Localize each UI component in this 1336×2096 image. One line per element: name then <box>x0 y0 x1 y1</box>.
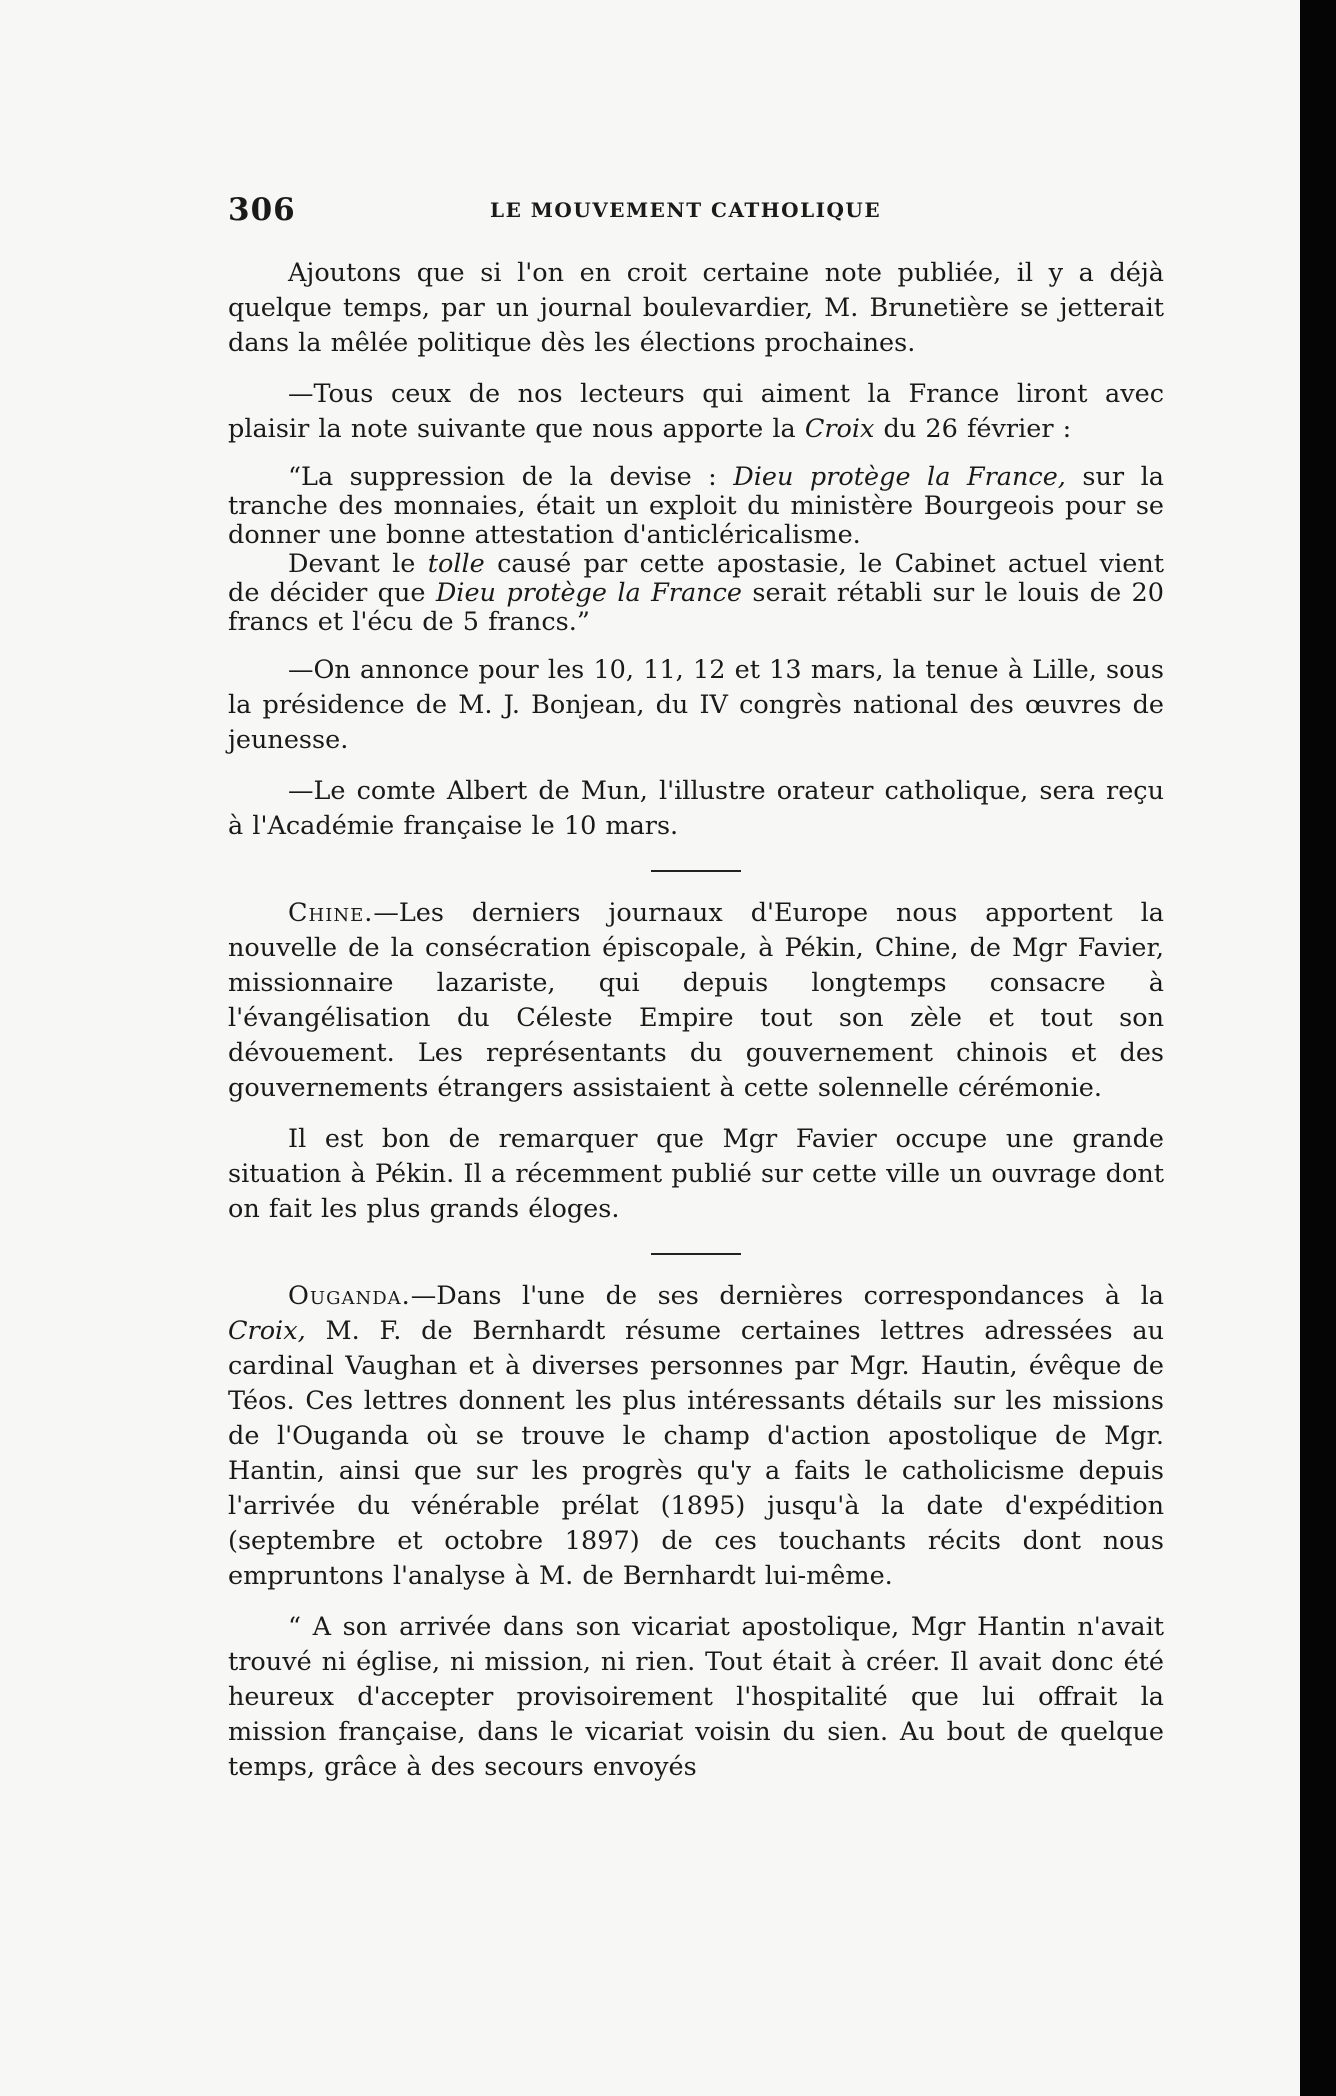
paragraph-quote-tolle <box>228 550 1164 637</box>
page-body <box>228 256 1164 1785</box>
page-number: 306 <box>228 192 296 228</box>
paragraph-chine <box>228 896 1164 1106</box>
paragraph-croix-note <box>228 377 1164 447</box>
paragraph-hantin-quote: “ A son arrivée dans son vicariat apostolique, Mgr Hantin n'avait trouvé ni église, ni mission, ni rien. Tout était à créer. Il avait donc été heureux d'accepter provisoirement l'hospitalité que lui offrait la mission française, dans le vicariat voisin du sien. Au bout de quelque temps, grâce à des secours envoyés <box>228 1612 1164 1782</box>
text-run: M. F. de Bernhardt résume certaines lettres adressées au cardinal Vaughan et à diverses personnes par Mgr. Hautin, évêque de Téos. Ces lettres donnent les plus intéressants détails sur les missions de l'Ouganda où se trouve le champ d'action apostolique de Mgr. Hantin, ainsi que sur les progrès qu'y a faits le catholicisme depuis l'arrivée du vénérable prélat (1895) jusqu'à la date d'expédition (septembre et octobre 1897) de ces touchants récits dont nous empruntons l'analyse à M. de Bernhardt lui-même. <box>228 1316 1164 1591</box>
section-lead: Ouganda. <box>288 1281 411 1311</box>
paragraph-ouganda <box>228 1279 1164 1594</box>
paragraph-de-mun: —Le comte Albert de Mun, l'illustre orateur catholique, sera reçu à l'Académie française le 10 mars. <box>228 776 1164 841</box>
text-run: “La suppression de la devise : <box>288 462 734 492</box>
text-run: Devant le <box>288 549 428 579</box>
paragraph-brunetiere: Ajoutons que si l'on en croit certaine note publiée, il y a déjà quelque temps, par un journal boulevardier, M. Brunetière se jetterait dans la mêlée politique dès les élections prochaines. <box>228 258 1164 358</box>
italic-run: Croix <box>804 414 875 444</box>
running-title: LE MOUVEMENT CATHOLIQUE <box>490 198 882 222</box>
text-run: causé par cette apostasie, le Cabinet actuel vient de décider que <box>228 549 1164 608</box>
paragraph-congres: —On annonce pour les 10, 11, 12 et 13 mars, la tenue à Lille, sous la présidence de M. J. Bonjean, du IV congrès national des œuvres de jeunesse. <box>228 655 1164 755</box>
section-divider <box>651 1253 741 1255</box>
paragraph-quote-devise <box>228 463 1164 550</box>
text-run: —Tous ceux de nos lecteurs qui aiment la France liront avec plaisir la note suivante que nous apporte la <box>228 379 1164 444</box>
italic-run: Dieu protège la France, <box>733 462 1066 492</box>
scan-dark-edge <box>1300 0 1336 2096</box>
text-run: —Dans l'une de ses dernières correspondances à la <box>410 1281 1164 1311</box>
section-divider <box>651 870 741 872</box>
italic-run: Dieu protège la France <box>435 578 742 608</box>
paragraph-favier: Il est bon de remarquer que Mgr Favier occupe une grande situation à Pékin. Il a récemment publié sur cette ville un ouvrage dont on fait les plus grands éloges. <box>228 1124 1164 1224</box>
page-header <box>228 192 1164 232</box>
text-run: —Les derniers journaux d'Europe nous apportent la nouvelle de la consécration épiscopale, à Pékin, Chine, de Mgr Favier, missionnaire lazariste, qui depuis longtemps consacre à l'évangélisation du Céleste Empire tout son zèle et tout son dévouement. Les représentants du gouvernement chinois et des gouvernements étrangers assistaient à cette solennelle cérémonie. <box>228 898 1164 1103</box>
text-run: serait rétabli sur le louis de 20 francs et l'écu de 5 francs.” <box>228 578 1164 637</box>
italic-run: Croix, <box>228 1316 306 1346</box>
section-lead: Chine. <box>288 898 374 928</box>
text-run: du 26 février : <box>874 414 1072 444</box>
italic-run: tolle <box>427 549 485 579</box>
text-run: sur la tranche des monnaies, était un exploit du ministère Bourgeois pour se donner une bonne attestation d'anticléricalisme. <box>228 462 1164 550</box>
